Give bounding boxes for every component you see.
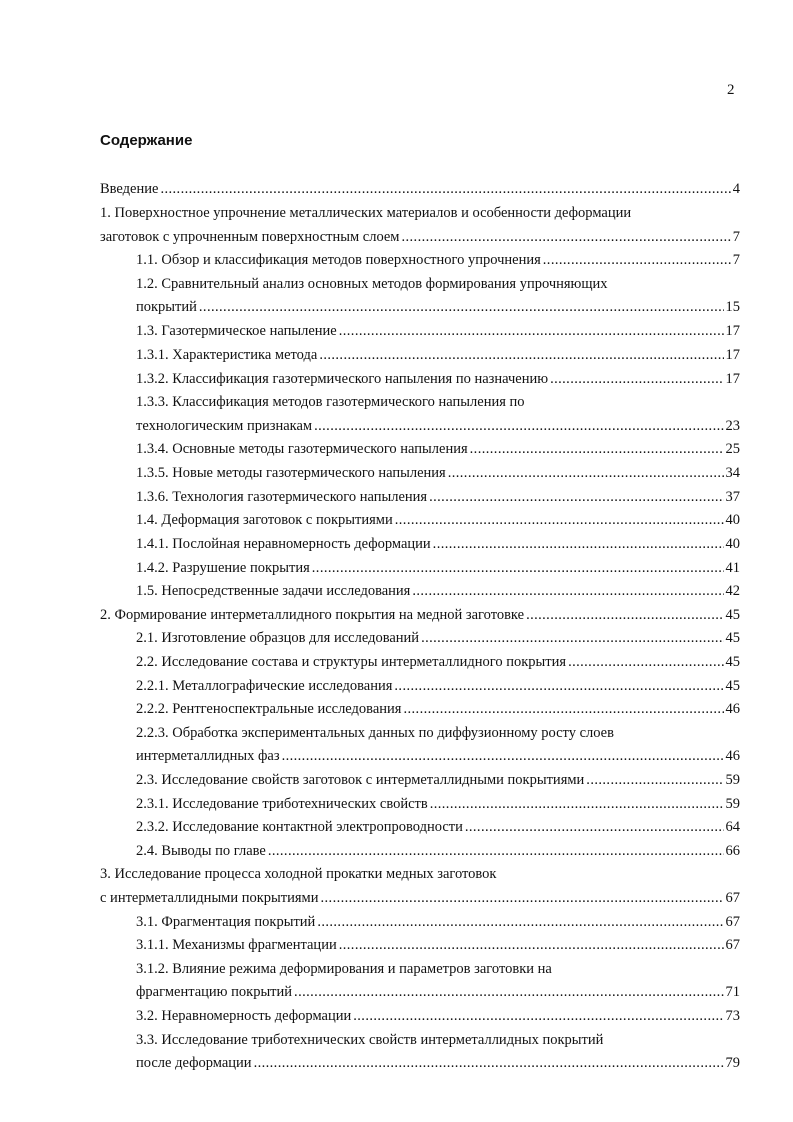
toc-entry[interactable] [136,582,740,600]
dot-leader [568,653,723,671]
toc-entry-title-line[interactable]: 3.3. Исследование триботехнических свойств интерметаллидных покрытий [136,1032,604,1048]
toc-entry[interactable] [136,747,740,765]
toc-entry[interactable] [136,629,740,647]
toc-entry-page: 34 [725,465,740,481]
dot-leader [339,322,724,340]
toc-entry-title: 1.3.1. Характеристика метода [136,347,318,363]
toc-entry[interactable] [136,464,740,482]
toc-entry-title: 3.2. Неравномерность деформации [136,1008,352,1024]
dot-leader [430,795,724,813]
toc-entry-page: 17 [725,371,740,387]
toc-entry[interactable] [136,842,740,860]
toc-entry-title: 1.3.6. Технология газотермического напыления [136,489,428,505]
toc-entry-page: 15 [725,299,740,315]
toc-entry-title: интерметаллидных фаз [136,748,280,764]
toc-entry[interactable] [136,417,740,435]
toc-entry-page: 46 [725,748,740,764]
dot-leader [199,298,724,316]
dot-leader [586,771,723,789]
dot-leader [448,464,724,482]
toc-entry-title: 2.2.1. Металлографические исследования [136,678,393,694]
toc-entry-title: 1.4. Деформация заготовок с покрытиями [136,512,393,528]
toc-entry[interactable] [136,322,740,340]
toc-entry-title: после деформации [136,1055,252,1071]
toc-entry-title-line[interactable]: 3. Исследование процесса холодной прокатки медных заготовок [100,866,497,882]
toc-entry-title: 2.2.2. Рентгеноспектральные исследования [136,701,402,717]
toc-entry-page: 45 [725,654,740,670]
toc-entry-page: 45 [725,630,740,646]
toc-entry[interactable] [136,511,740,529]
toc-entry[interactable] [136,535,740,553]
toc-entry-title: 1.1. Обзор и классификация методов поверхностного упрочнения [136,252,541,268]
dot-leader [254,1054,724,1072]
dot-leader [321,889,724,907]
toc-entry[interactable] [136,440,740,458]
toc-entry[interactable] [100,889,740,907]
toc-entry-title: 2.3.1. Исследование триботехнических свойств [136,796,428,812]
toc-entry-title: 1.5. Непосредственные задачи исследования [136,583,411,599]
dot-leader [550,370,723,388]
toc-entry[interactable] [136,677,740,695]
toc-entry-title: 1.4.1. Послойная неравномерность деформации [136,536,431,552]
dot-leader [339,936,724,954]
toc-entry-page: 40 [725,512,740,528]
dot-leader [421,629,723,647]
toc-entry-title: покрытий [136,299,197,315]
toc-entry[interactable] [136,370,740,388]
toc-entry[interactable] [136,653,740,671]
dot-leader [314,417,723,435]
dot-leader [294,983,723,1001]
toc-entry-page: 4 [732,181,740,197]
toc-entry-page: 79 [725,1055,740,1071]
toc-entry-title-line[interactable]: 3.1.2. Влияние режима деформирования и параметров заготовки на [136,961,552,977]
dot-leader [526,606,723,624]
toc-entry-title: заготовок с упрочненным поверхностным слоем [100,229,400,245]
dot-leader [543,251,731,269]
dot-leader [412,582,723,600]
dot-leader [312,559,724,577]
toc-entry-page: 59 [725,772,740,788]
toc-entry-title: фрагментацию покрытий [136,984,293,1000]
toc-entry-title: 2.3.2. Исследование контактной электропроводности [136,819,463,835]
toc-entry-page: 7 [732,252,740,268]
toc-entry-page: 42 [725,583,740,599]
toc-entry-page: 45 [725,678,740,694]
toc-entry-page: 17 [725,323,740,339]
dot-leader [429,488,723,506]
toc-entry-title-line[interactable]: 1. Поверхностное упрочнение металлических материалов и особенности деформации [100,205,632,221]
toc-entry[interactable] [136,818,740,836]
toc-entry-title: 2.1. Изготовление образцов для исследований [136,630,420,646]
toc-entry[interactable] [136,488,740,506]
dot-leader [395,511,724,529]
toc-entry[interactable] [136,771,740,789]
toc-entry-title: технологическим признакам [136,418,313,434]
toc-entry-page: 25 [725,441,740,457]
toc-entry[interactable] [136,936,740,954]
toc-entry-page: 23 [725,418,740,434]
toc-entry-page: 41 [725,560,740,576]
toc-entry-page: 59 [725,796,740,812]
toc-entry[interactable] [136,795,740,813]
dot-leader [403,700,723,718]
toc-entry-page: 67 [725,914,740,930]
dot-leader [394,677,723,695]
dot-leader [353,1007,723,1025]
toc-entry[interactable] [136,700,740,718]
toc-entry-title-line[interactable]: 2.2.3. Обработка экспериментальных данных по диффузионному росту слоев [136,725,614,741]
toc-entry-page: 45 [725,607,740,623]
toc-entry-page: 67 [725,890,740,906]
dot-leader [282,747,724,765]
toc-entry-page: 71 [725,984,740,1000]
toc-entry[interactable] [136,346,740,364]
dot-leader [433,535,724,553]
toc-entry-title: с интерметаллидными покрытиями [100,890,319,906]
toc-entry-page: 17 [725,347,740,363]
toc-entry[interactable] [136,559,740,577]
toc-entry-title: 2. Формирование интерметаллидного покрытия на медной заготовке [100,607,525,623]
toc-entry[interactable] [136,1054,740,1072]
toc-entry-page: 46 [725,701,740,717]
toc-entry[interactable] [100,228,740,246]
toc-entry-page: 67 [725,937,740,953]
dot-leader [319,346,723,364]
toc-entry-title: 1.3. Газотермическое напыление [136,323,337,339]
dot-leader [401,228,730,246]
toc-entry-page: 66 [725,843,740,859]
toc-entry[interactable] [100,606,740,624]
dot-leader [317,913,723,931]
toc-entry-title: 2.2. Исследование состава и структуры интерметаллидного покрытия [136,654,567,670]
toc-entry-title: Введение [100,181,159,197]
page-number: 2 [727,82,735,98]
toc-entry-page: 73 [725,1008,740,1024]
toc-entry-page: 64 [725,819,740,835]
dot-leader [268,842,724,860]
dot-leader [160,180,730,198]
toc-entry-page: 40 [725,536,740,552]
dot-leader [470,440,724,458]
toc-entry[interactable] [136,298,740,316]
toc-entry-title-line[interactable]: 1.3.3. Классификация методов газотермического напыления по [136,394,525,410]
toc-entry[interactable] [100,180,740,198]
toc-entry-page: 37 [725,489,740,505]
toc-entry[interactable] [136,1007,740,1025]
toc-entry-title: 3.1.1. Механизмы фрагментации [136,937,337,953]
toc-entry-title: 1.3.4. Основные методы газотермического напыления [136,441,468,457]
dot-leader [465,818,724,836]
toc-entry[interactable] [136,913,740,931]
toc-entry[interactable] [136,983,740,1001]
toc-entry-page: 7 [732,229,740,245]
toc-entry-title: 1.3.5. Новые методы газотермического напыления [136,465,446,481]
toc-entry-title: 1.4.2. Разрушение покрытия [136,560,310,576]
toc-entry-title: 3.1. Фрагментация покрытий [136,914,316,930]
toc-entry[interactable] [136,251,740,269]
toc-entry-title-line[interactable]: 1.2. Сравнительный анализ основных методов формирования упрочняющих [136,276,608,292]
toc-entry-title: 2.4. Выводы по главе [136,843,266,859]
toc-entry-title: 2.3. Исследование свойств заготовок с интерметаллидными покрытиями [136,772,585,788]
toc-entry-title: 1.3.2. Классификация газотермического напыления по назначению [136,371,549,387]
page-title: Содержание [100,132,193,149]
